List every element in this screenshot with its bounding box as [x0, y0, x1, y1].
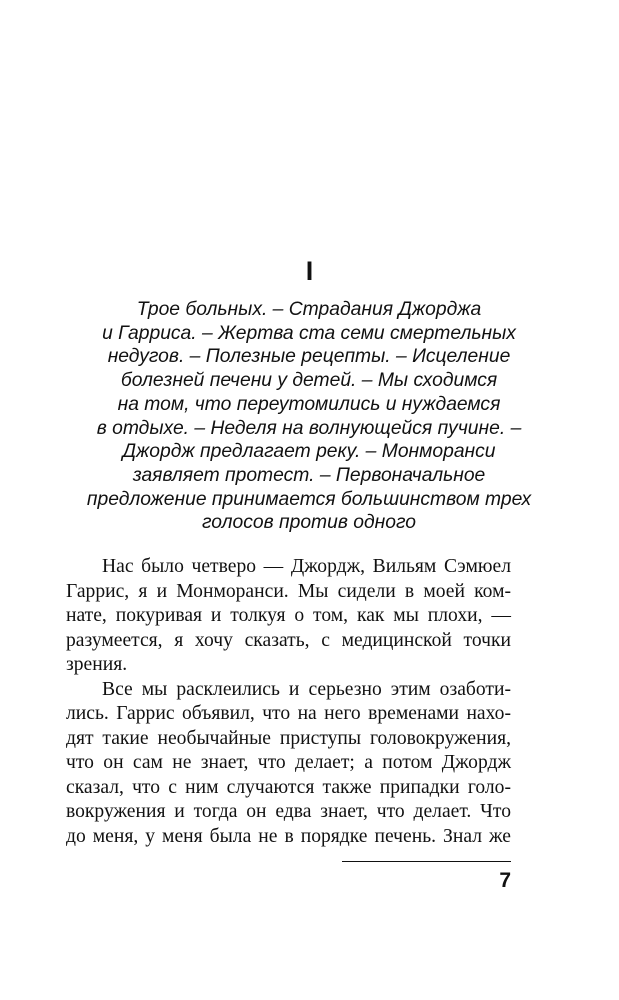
chapter-synopsis: [66, 298, 552, 535]
body-text: [66, 555, 511, 849]
synopsis-line: и Гарриса. – Жертва ста семи смертельных: [102, 322, 516, 344]
text-line: зрения.: [66, 654, 128, 675]
footer-rule: [342, 861, 511, 862]
synopsis-line: на том, что переутомились и нуждаемся: [117, 393, 501, 415]
synopsis-line: голосов против одного: [202, 512, 416, 534]
text-line: нате, покуривая и толкуя о том, как мы плохи, —: [66, 605, 511, 626]
text-line: лись. Гаррис объявил, что на него временами нахо-: [66, 703, 511, 724]
text-line: вокружения и тогда он едва знает, что делает. Что: [66, 801, 511, 822]
text-line: Нас было четверо — Джордж, Вильям Сэмюел: [102, 556, 511, 577]
synopsis-line: заявляет протест. – Первоначальное: [132, 464, 486, 486]
chapter-number: I: [305, 256, 314, 286]
synopsis-line: в отдыхе. – Неделя на волнующейся пучине. –: [96, 417, 522, 439]
text-line: до меня, у меня была не в порядке печень. Знал же: [66, 825, 511, 847]
synopsis-line: Джордж предлагает реку. – Монморанси: [122, 441, 496, 463]
text-line: Все мы расклеились и серьезно этим озаботи-: [102, 678, 511, 700]
text-line: разумеется, я хочу сказать, с медицинской точки: [66, 629, 511, 651]
paragraph: [66, 555, 511, 678]
text-line: что он сам не знает, что делает; а потом Джордж: [66, 752, 511, 773]
page-number: 7: [499, 869, 511, 892]
text-line: дят такие необычайные приступы головокружения,: [66, 727, 511, 749]
synopsis-line: недугов. – Полезные рецепты. – Исцеление: [107, 346, 511, 368]
paragraph: [66, 678, 511, 850]
synopsis-line: болезней печени у детей. – Мы сходимся: [120, 370, 498, 392]
text-line: Гаррис, я и Монморанси. Мы сидели в моей ком-: [66, 580, 511, 602]
text-line: сказал, что с ним случаются также припадки голо-: [66, 776, 511, 798]
synopsis-line: предложение принимается большинством трех: [86, 488, 532, 510]
synopsis-line: Трое больных. – Страдания Джорджа: [136, 299, 482, 320]
